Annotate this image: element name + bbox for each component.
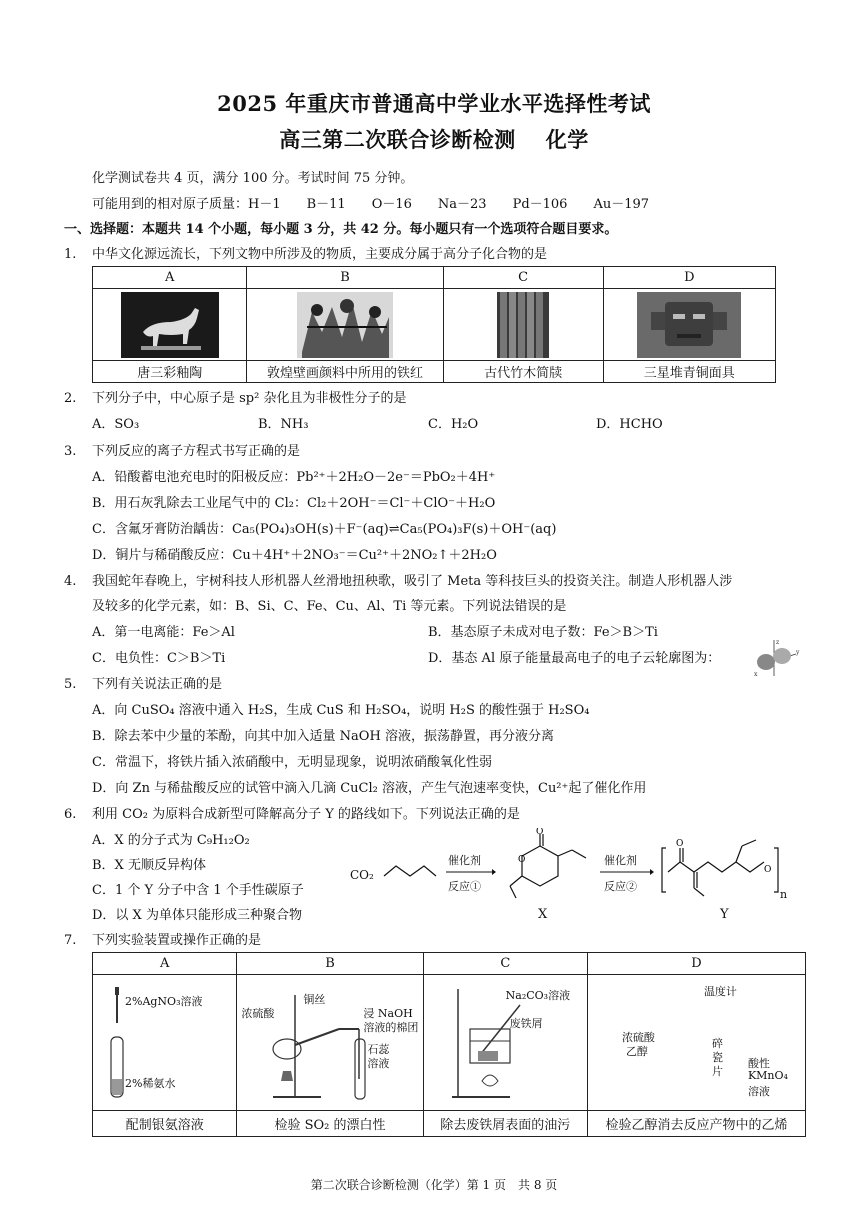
q7-b-label-litmus-2: 溶液 xyxy=(367,1057,390,1070)
svg-text:O: O xyxy=(676,839,684,849)
arrow-1-icon xyxy=(446,868,496,876)
heating-beaker-apparatus-icon xyxy=(450,985,540,1105)
q1-stem: 中华文化源远流长，下列文物中所涉及的物质，主要成分属于高分子化合物的是 xyxy=(92,247,548,262)
q7-b-label-naoh-2: 溶液的棉团 xyxy=(363,1021,419,1034)
bamboo-slips-image xyxy=(497,292,549,358)
q4-option-c: C．电负性：C＞B＞Ti xyxy=(92,651,226,666)
q7-header-a: A xyxy=(93,953,237,975)
q3-option-c: C．含氟牙膏防治龋齿：Ca₅(PO₄)₃OH(s)＋F⁻(aq)⇌Ca₅(PO₄)₃F(s)＋OH⁻(aq) xyxy=(92,522,557,537)
q6-option-d: D．以 X 为单体只能形成三种聚合物 xyxy=(92,908,302,923)
q7-stem: 下列实验装置或操作正确的是 xyxy=(92,933,262,948)
q7-d-label-kmno4-1: 酸性 xyxy=(747,1057,770,1070)
q1-header-d: D xyxy=(603,267,775,289)
exam-subtitle xyxy=(0,124,868,154)
q7-d-label-chip-1: 碎 xyxy=(711,1037,723,1050)
q4-number: 4. xyxy=(64,574,77,589)
q5-number: 5. xyxy=(64,677,77,692)
section-heading: 一、选择题：本题共 14 个小题，每小题 3 分，共 42 分。每小题只有一个选项符合题目要求。 xyxy=(64,222,618,237)
compound-x-label: X xyxy=(538,907,548,922)
q3-number: 3. xyxy=(64,444,77,459)
q1-image-d-cell xyxy=(603,289,775,361)
q2-option-d: D．HCHO xyxy=(596,417,663,432)
q7-header-b: B xyxy=(237,953,423,975)
q5-option-b: B．除去苯中少量的苯酚，向其中加入适量 NaOH 溶液，振荡静置，再分液分离 xyxy=(92,729,554,744)
q7-b-label-acid: 浓硫酸 xyxy=(241,1007,275,1020)
q4-stem-2: 及较多的化学元素，如：B、Si、C、Fe、Cu、Al、Ti 等元素。下列说法错误的是 xyxy=(92,599,567,614)
polymer-n-label: n xyxy=(780,888,788,901)
q4-option-d: D．基态 Al 原子能量最高电子的电子云轮廓图为： xyxy=(428,651,721,666)
subtitle-subject: 化学 xyxy=(545,127,589,152)
q7-number: 7. xyxy=(64,933,77,948)
q4-option-b: B．基态原子未成对电子数：Fe＞B＞Ti xyxy=(428,625,658,640)
q1-caption-c: 古代竹木简牍 xyxy=(443,361,603,383)
exam-title: 2025 年重庆市普通高中学业水平选择性考试 xyxy=(217,91,651,116)
q3-stem: 下列反应的离子方程式书写正确的是 xyxy=(92,444,301,459)
q3-option-a: A．铅酸蓄电池充电时的阳极反应：Pb²⁺＋2H₂O－2e⁻＝PbO₂＋4H⁺ xyxy=(92,470,496,485)
q5-option-d: D．向 Zn 与稀盐酸反应的试管中滴入几滴 CuCl₂ 溶液，产生气泡速率变快，Cu²⁺起了催化作用 xyxy=(92,781,647,796)
reaction-2-label: 反应② xyxy=(604,880,637,893)
q7-apparatus-d xyxy=(587,975,805,1111)
q7-a-label-2: 2%稀氨水 xyxy=(125,1077,176,1090)
q5-option-c: C．常温下，将铁片插入浓硝酸中，无明显现象，说明浓硝酸氧化性弱 xyxy=(92,755,492,770)
svg-text:O: O xyxy=(518,855,526,865)
catalyst-label-1: 催化剂 xyxy=(448,854,481,867)
q1-header-a: A xyxy=(93,267,247,289)
q7-d-label-kmno4-3: 溶液 xyxy=(747,1085,770,1098)
q7-table xyxy=(92,952,806,1137)
q6-option-a: A．X 的分子式为 C₉H₁₂O₂ xyxy=(92,833,250,848)
q7-d-label-acid: 浓硫酸 xyxy=(621,1031,655,1044)
arrow-2-icon xyxy=(600,868,654,876)
catalyst-label-2: 催化剂 xyxy=(604,854,637,867)
q7-d-label-ethanol: 乙醇 xyxy=(625,1045,648,1058)
q7-c-label-solution: Na₂CO₃溶液 xyxy=(505,989,571,1002)
q2-option-a: A．SO₃ xyxy=(92,417,140,432)
q6-number: 6. xyxy=(64,807,77,822)
butadiene-structure xyxy=(382,860,438,882)
q6-option-b: B．X 无顺反异构体 xyxy=(92,858,206,873)
q7-b-label-naoh-1: 浸 NaOH xyxy=(363,1007,413,1020)
svg-text:z: z xyxy=(776,639,780,646)
q4-option-a: A．第一电离能：Fe＞Al xyxy=(92,625,235,640)
q5-stem: 下列有关说法正确的是 xyxy=(92,677,223,692)
q7-d-label-kmno4-2: KMnO₄ xyxy=(747,1069,788,1082)
q5-option-a: A．向 CuSO₄ 溶液中通入 H₂S，生成 CuS 和 H₂SO₄，说明 H₂S 的酸性强于 H₂SO₄ xyxy=(92,703,590,718)
svg-text:x: x xyxy=(754,671,758,678)
q7-apparatus-a xyxy=(93,975,237,1111)
svg-text:y: y xyxy=(796,649,800,656)
sanxingdui-mask-image xyxy=(637,292,741,358)
q7-d-label-thermometer: 温度计 xyxy=(703,985,737,998)
q1-header-b: B xyxy=(247,267,443,289)
q4-stem-1: 我国蛇年春晚上，宇树科技人形机器人丝滑地扭秧歌，吸引了 Meta 等科技巨头的投资关注。制造人形机器人涉 xyxy=(92,574,733,589)
q2-number: 2. xyxy=(64,391,77,406)
q7-b-label-litmus-1: 石蕊 xyxy=(367,1043,390,1056)
q7-d-label-chip-3: 片 xyxy=(711,1065,723,1078)
q2-option-b: B．NH₃ xyxy=(258,417,309,432)
q1-header-c: C xyxy=(443,267,603,289)
reaction-1-label: 反应① xyxy=(448,880,481,893)
co2-label: CO₂ xyxy=(350,868,374,882)
q7-c-label-scrap: 废铁屑 xyxy=(509,1017,543,1030)
q1-number: 1. xyxy=(64,247,77,262)
q7-header-d: D xyxy=(587,953,805,975)
q1-table xyxy=(92,266,776,383)
intro-line-2: 可能用到的相对原子质量：H－1 B－11 O－16 Na－23 Pd－106 Au－197 xyxy=(92,197,650,212)
page-footer: 第二次联合诊断检测（化学）第 1 页 共 8 页 xyxy=(310,1178,558,1192)
intro-line-1: 化学测试卷共 4 页，满分 100 分。考试时间 75 分钟。 xyxy=(92,171,414,186)
p-orbital-dumbbell-icon xyxy=(752,636,802,680)
svg-text:O: O xyxy=(764,865,772,875)
q1-image-c-cell xyxy=(443,289,603,361)
q7-caption-a: 配制银氨溶液 xyxy=(93,1111,237,1137)
q1-caption-d: 三星堆青铜面具 xyxy=(603,361,775,383)
q3-option-d: D．铜片与稀硝酸反应：Cu＋4H⁺＋2NO₃⁻＝Cu²⁺＋2NO₂↑＋2H₂O xyxy=(92,548,497,563)
q7-a-label-1: 2%AgNO₃溶液 xyxy=(125,995,203,1008)
svg-text:O: O xyxy=(536,828,544,837)
polymer-y-label: Y xyxy=(720,907,729,922)
q1-image-a-cell xyxy=(93,289,247,361)
q1-caption-b: 敦煌壁画颜料中所用的铁红 xyxy=(247,361,443,383)
tang-sancai-horse-image xyxy=(121,292,219,358)
polymer-y-structure xyxy=(660,826,790,906)
subtitle-main: 高三第二次联合诊断检测 xyxy=(279,127,516,152)
q6-stem: 利用 CO₂ 为原料合成新型可降解高分子 Y 的路线如下。下列说法正确的是 xyxy=(92,807,520,822)
q6-option-c: C．1 个 Y 分子中含 1 个手性碳原子 xyxy=(92,883,304,898)
dunhuang-mural-image xyxy=(297,292,393,358)
q2-stem: 下列分子中，中心原子是 sp² 杂化且为非极性分子的是 xyxy=(92,391,407,406)
q7-header-c: C xyxy=(423,953,587,975)
q7-b-label-copper: 铜丝 xyxy=(303,993,326,1006)
q7-caption-d: 检验乙醇消去反应产物中的乙烯 xyxy=(587,1111,805,1137)
q2-option-c: C．H₂O xyxy=(428,417,479,432)
q7-d-label-chip-2: 瓷 xyxy=(711,1051,723,1064)
compound-x-structure xyxy=(498,828,590,904)
q1-caption-a: 唐三彩釉陶 xyxy=(93,361,247,383)
q7-apparatus-b xyxy=(237,975,423,1111)
q7-caption-b: 检验 SO₂ 的漂白性 xyxy=(237,1111,423,1137)
q7-caption-c: 除去废铁屑表面的油污 xyxy=(423,1111,587,1137)
q7-apparatus-c xyxy=(423,975,587,1111)
q1-image-b-cell xyxy=(247,289,443,361)
q3-option-b: B．用石灰乳除去工业尾气中的 Cl₂：Cl₂＋2OH⁻＝Cl⁻＋ClO⁻＋H₂O xyxy=(92,496,496,511)
